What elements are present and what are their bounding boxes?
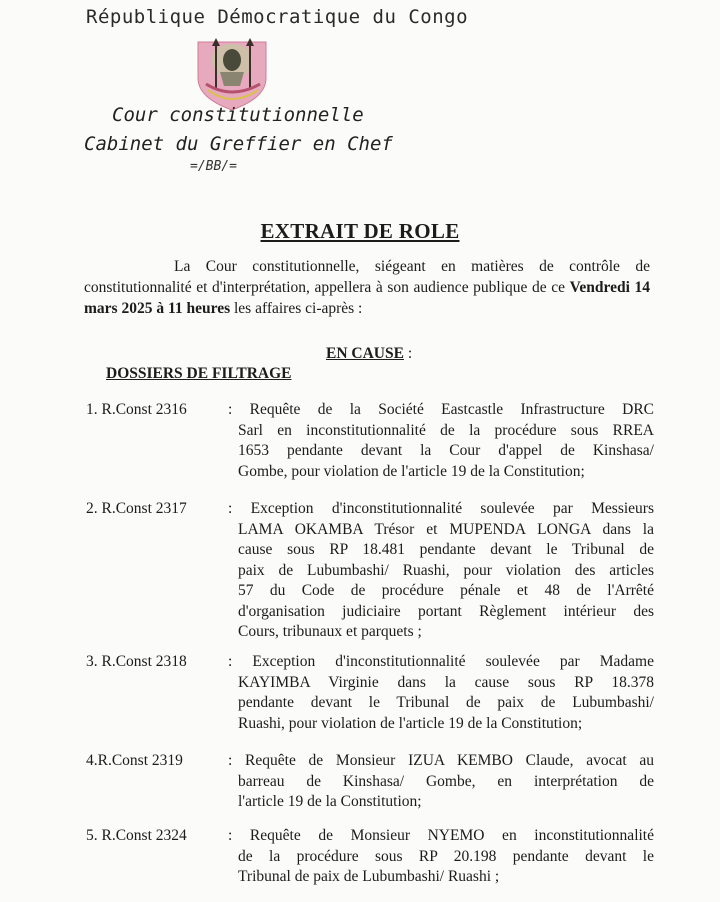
- coat-of-arms-emblem: [188, 28, 278, 116]
- case-description: : Requête de Monsieur NYEMO en inconstitutionnalité de la procédure sous RP 20.198 pendante devant le Tribunal de paix de Lubumbashi/ Ruashi ;: [228, 827, 654, 885]
- country-name: République Démocratique du Congo: [86, 6, 469, 28]
- case-number: 4.R.Const 2319: [86, 752, 183, 769]
- case-number: 2. R.Const 2317: [86, 500, 187, 517]
- case-number: 1. R.Const 2316: [86, 401, 187, 418]
- section-title: DOSSIERS DE FILTRAGE: [106, 365, 292, 382]
- intro-text-end: les affaires ci-après :: [230, 300, 363, 317]
- case-description: : Exception d'inconstitutionnalité soulevée par Messieurs LAMA OKAMBA Trésor et MUPENDA LONGA dans la cause sous RP 18.481 pendante devant le Tribunal de paix de Lubumbashi/ Ruashi, pour violation des articles 57 du Code de procédure pénale et 48 de l'Arrêté d'organisation judiciaire portant Règlement intérieur des Cours, tribunaux et parquets ;: [228, 500, 654, 640]
- case-number: 3. R.Const 2318: [86, 653, 187, 670]
- case-description: : Requête de la Société Eastcastle Infrastructure DRC Sarl en inconstitutionnalité de la procédure sous RREA 1653 pendante devant la Cour d'appel de Kinshasa/ Gombe, pour violation de l'article 19 de la Constitution;: [228, 401, 654, 480]
- document-title: EXTRAIT DE ROLE: [260, 219, 460, 243]
- case-number: 5. R.Const 2324: [86, 827, 187, 844]
- court-name: Cour constitutionnelle: [112, 104, 364, 126]
- reference-code: =/BB/=: [190, 159, 237, 174]
- case-description: : Exception d'inconstitutionnalité soulevée par Madame KAYIMBA Virginie dans la cause sous RP 18.378 pendante devant le Tribunal de paix de Lubumbashi/ Ruashi, pour violation de l'article 19 de la Constitution;: [228, 653, 654, 732]
- office-name: Cabinet du Greffier en Chef: [84, 133, 393, 155]
- intro-text: La Cour constitutionnelle, siégeant en matières de contrôle de constitutionnalité et d'interprétation, appellera à son audience publique de ce: [84, 258, 650, 296]
- case-description: : Requête de Monsieur IZUA KEMBO Claude, avocat au barreau de Kinshasa/ Gombe, en interprétation de l'article 19 de la Constitution;: [228, 752, 654, 810]
- hearing-date: Vendredi 14 mars 2025 à 11 heures: [84, 279, 650, 317]
- intro-paragraph: [84, 256, 650, 319]
- en-cause-heading: EN CAUSE :: [326, 345, 413, 362]
